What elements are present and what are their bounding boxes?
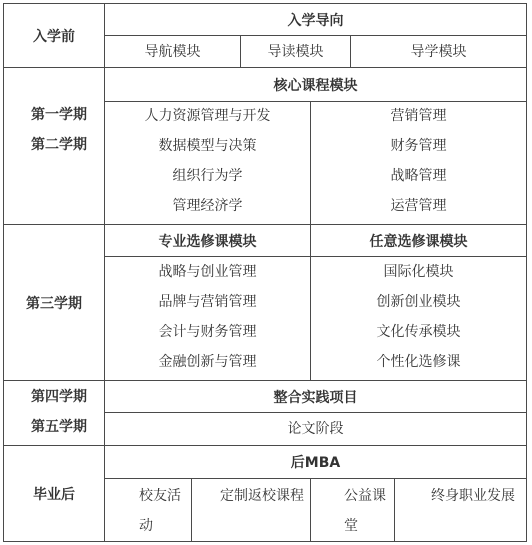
thesis-cell bbox=[104, 412, 527, 446]
elective-free-header: 任意选修课模块 bbox=[369, 233, 468, 250]
core-course-data-model: 数据模型与决策 bbox=[158, 138, 257, 154]
after-item-public-class-line2: 堂 bbox=[344, 518, 358, 534]
practice-header: 整合实践项目 bbox=[273, 389, 358, 406]
thesis-stage: 论文阶段 bbox=[287, 421, 344, 437]
third-right-list bbox=[310, 257, 527, 377]
after-header-cell bbox=[104, 445, 527, 479]
core-course-hr: 人力资源管理与开发 bbox=[144, 108, 271, 124]
module-navigation: 导航模块 bbox=[144, 43, 201, 60]
core-left-list bbox=[104, 101, 311, 221]
module-cell-1 bbox=[104, 35, 241, 68]
elective-fin-innovation: 金融创新与管理 bbox=[158, 354, 257, 370]
module-cell-2 bbox=[240, 35, 351, 68]
elective-brand-marketing: 品牌与营销管理 bbox=[158, 294, 257, 310]
after-item-custom-course-line1: 定制返校课程 bbox=[220, 488, 304, 504]
after-item-public-class bbox=[310, 478, 395, 542]
after-label: 毕业后 bbox=[33, 486, 75, 503]
semester-3-label: 第三学期 bbox=[26, 295, 82, 312]
after-item-custom-course bbox=[191, 478, 311, 542]
before-header-cell bbox=[104, 3, 527, 36]
module-reading: 导读模块 bbox=[267, 43, 324, 60]
before-header: 入学导向 bbox=[287, 12, 344, 29]
core-course-econ: 管理经济学 bbox=[172, 198, 243, 214]
third-left-header-cell bbox=[104, 224, 311, 257]
practice-header-cell bbox=[104, 380, 527, 413]
after-item-public-class-line1: 公益课 bbox=[344, 488, 386, 504]
third-label-cell bbox=[3, 224, 105, 381]
after-item-alumni-line1: 校友活 bbox=[139, 488, 181, 504]
core-course-org-behavior: 组织行为学 bbox=[172, 168, 243, 184]
semester-5-label: 第五学期 bbox=[31, 419, 87, 435]
core-header: 核心课程模块 bbox=[273, 77, 358, 94]
third-left-list bbox=[104, 257, 311, 377]
elective-pro-header: 专业选修课模块 bbox=[158, 233, 257, 250]
core-right-list bbox=[310, 101, 527, 221]
core-header-cell bbox=[104, 67, 527, 102]
elective-international: 国际化模块 bbox=[383, 264, 454, 280]
core-course-operations: 运营管理 bbox=[390, 198, 447, 214]
after-item-alumni bbox=[104, 478, 192, 542]
semester-1-label: 第一学期 bbox=[31, 107, 87, 123]
core-course-strategy: 战略管理 bbox=[390, 168, 447, 184]
module-learning: 导学模块 bbox=[410, 43, 467, 60]
elective-culture: 文化传承模块 bbox=[376, 324, 461, 340]
after-item-lifelong bbox=[394, 478, 527, 542]
elective-personalized: 个性化选修课 bbox=[376, 354, 461, 370]
semester-4-label: 第四学期 bbox=[31, 389, 87, 405]
after-header: 后MBA bbox=[290, 455, 341, 471]
module-cell-3 bbox=[350, 35, 527, 68]
before-label: 入学前 bbox=[33, 28, 75, 45]
after-label-cell bbox=[3, 445, 105, 542]
after-item-lifelong-line1: 终身职业发展 bbox=[431, 488, 515, 504]
before-label-cell bbox=[3, 3, 105, 68]
core-course-finance: 财务管理 bbox=[390, 138, 447, 154]
semester-2-label: 第二学期 bbox=[31, 137, 87, 153]
third-right-header-cell bbox=[310, 224, 527, 257]
elective-accounting-finance: 会计与财务管理 bbox=[158, 324, 257, 340]
core-course-marketing: 营销管理 bbox=[390, 108, 447, 124]
after-item-alumni-line2: 动 bbox=[139, 518, 153, 534]
elective-strategy-venture: 战略与创业管理 bbox=[158, 264, 257, 280]
elective-innovation: 创新创业模块 bbox=[376, 294, 461, 310]
